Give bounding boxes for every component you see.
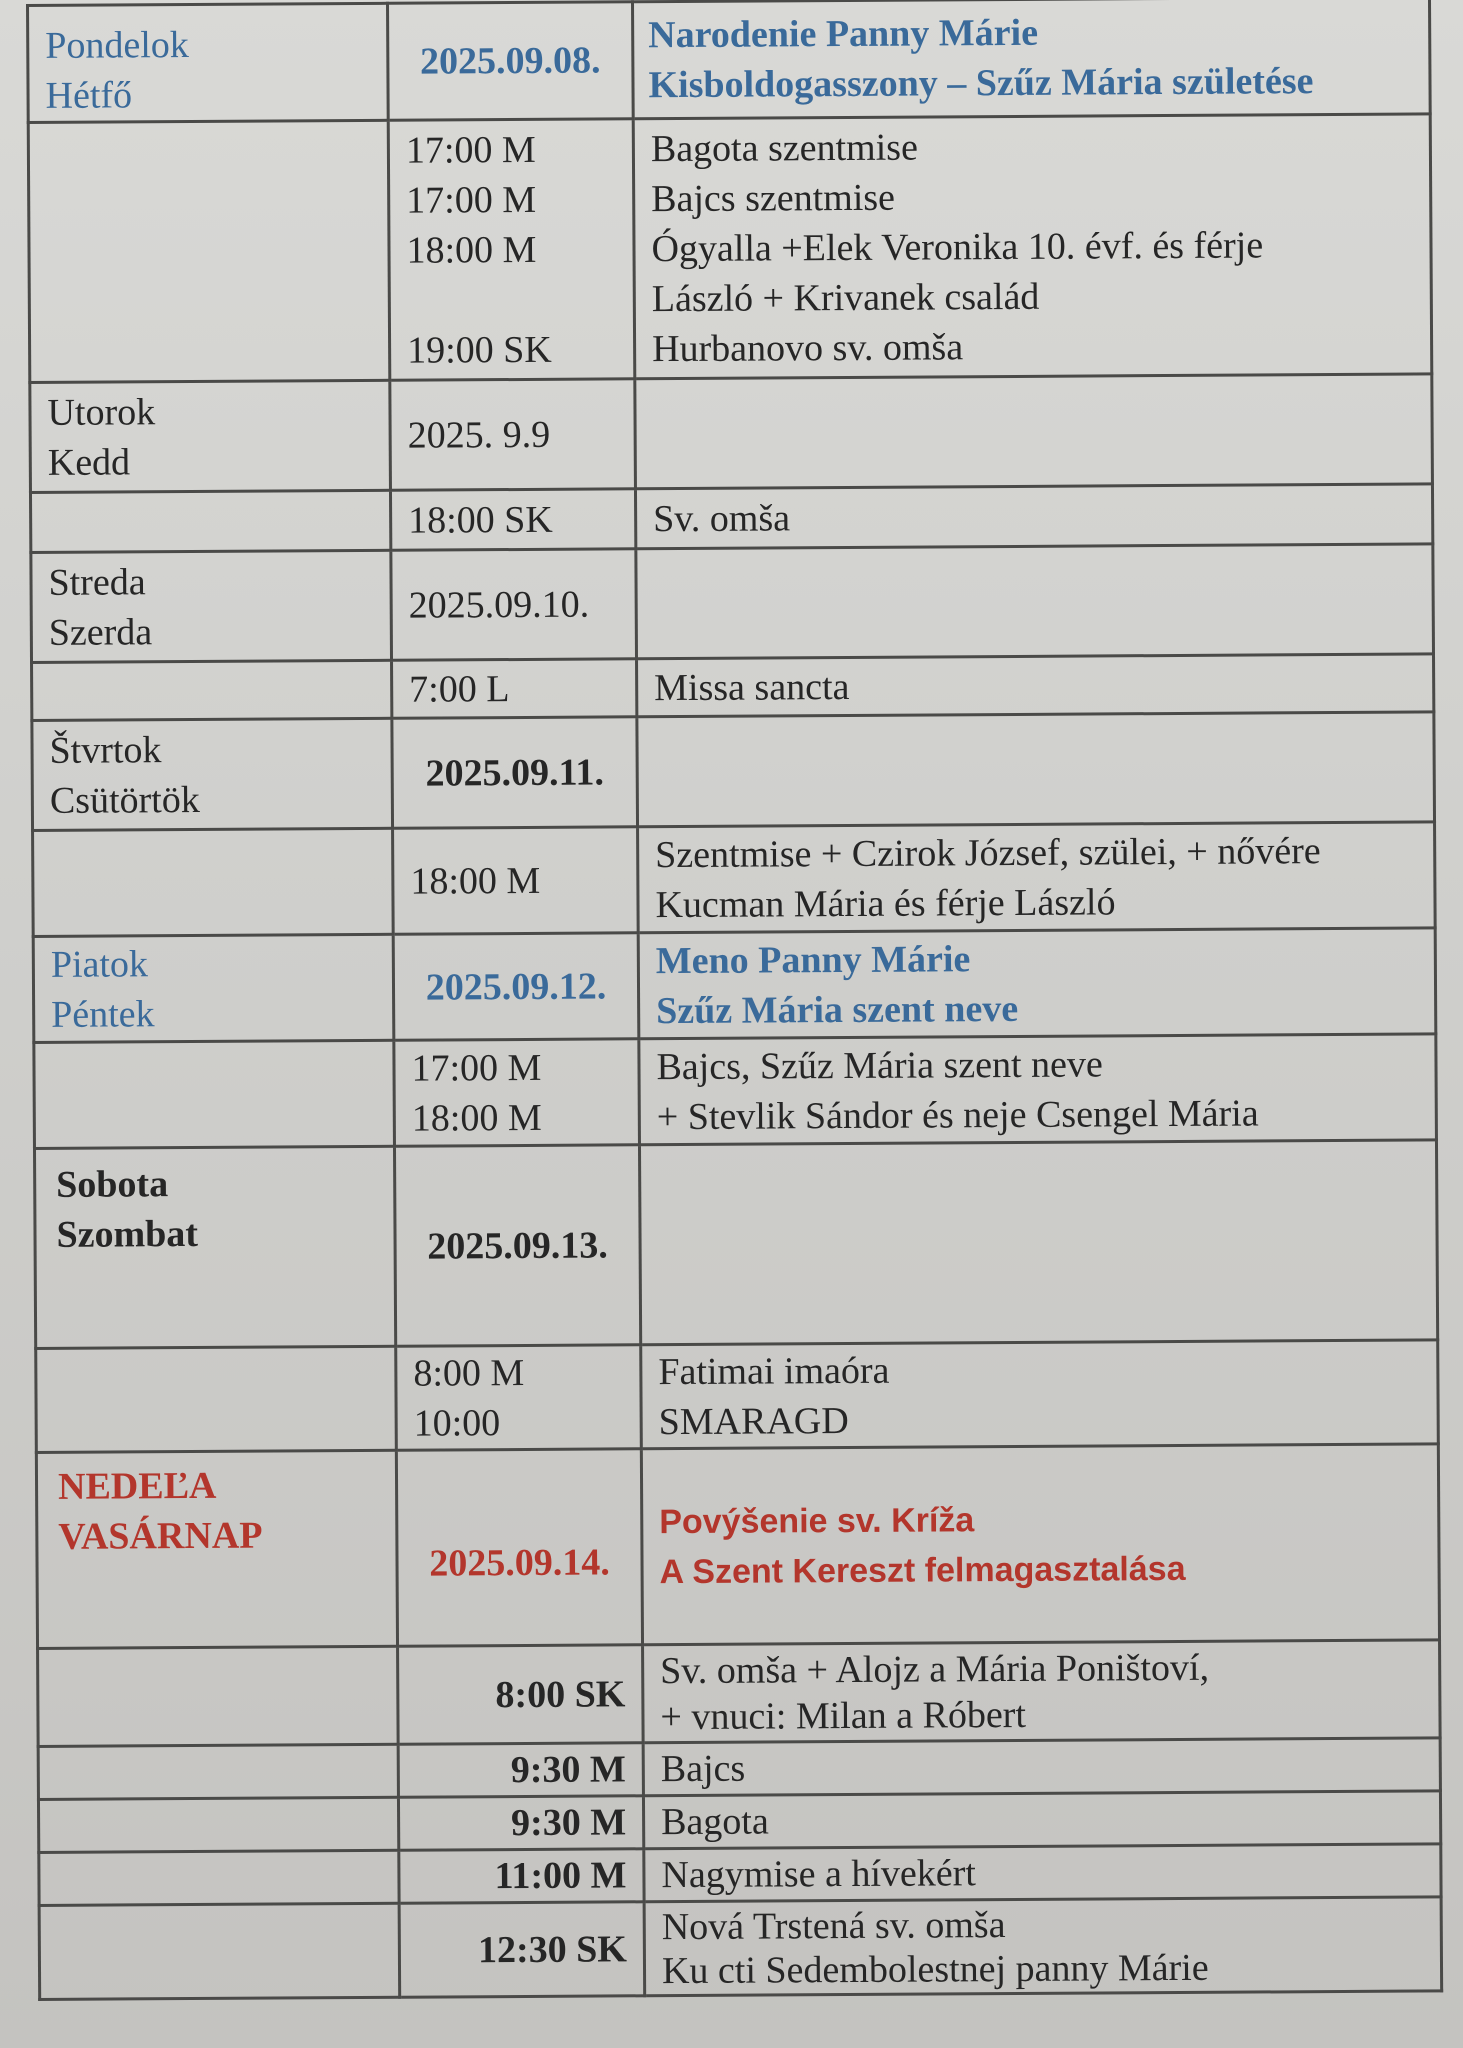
event-entry: Sv. omša bbox=[653, 496, 791, 540]
day-header-row bbox=[32, 712, 1435, 831]
day-name-sk: Sobota bbox=[56, 1163, 169, 1206]
day-name-hu: Szombat bbox=[56, 1212, 199, 1256]
feast-cell bbox=[636, 544, 1434, 659]
empty-cell bbox=[32, 660, 392, 720]
sunday-mass-row bbox=[38, 1738, 1440, 1800]
event-entry: Kucman Mária és férje László bbox=[655, 880, 1116, 926]
empty-cell bbox=[34, 1040, 395, 1148]
event-entry: Nová Trstená sv. omša bbox=[661, 1903, 1006, 1948]
times-cell bbox=[393, 827, 639, 934]
day-name-sk: NEDEĽA bbox=[57, 1464, 217, 1508]
day-events-row bbox=[34, 1034, 1437, 1149]
feast-hu: Kisboldogasszony – Szűz Mária születése bbox=[648, 60, 1314, 107]
day-name-cell bbox=[31, 550, 392, 662]
date-cell: 2025.09.11. bbox=[392, 717, 638, 828]
day-name-hu: Csütörtök bbox=[49, 778, 200, 822]
time-entry: 7:00 L bbox=[409, 667, 510, 711]
times-cell bbox=[388, 119, 635, 380]
time-cell: 11:00 M bbox=[399, 1849, 644, 1903]
time-entry: 17:00 M bbox=[411, 1046, 542, 1090]
time-cell: 8:00 SK bbox=[398, 1645, 644, 1744]
event-entry: Fatimai imaóra bbox=[658, 1349, 890, 1393]
day-name-sk: Štvrtok bbox=[49, 728, 162, 772]
day-events-row bbox=[28, 114, 1432, 383]
event-entry: + Stevlik Sándor és neje Csengel Mária bbox=[656, 1091, 1259, 1138]
time-cell: 9:30 M bbox=[398, 1743, 643, 1797]
event-entry: Sv. omša + Alojz a Mária Poništoví, bbox=[660, 1646, 1210, 1692]
feast-cell bbox=[638, 928, 1436, 1039]
day-header-row bbox=[28, 0, 1431, 122]
events-cell bbox=[635, 484, 1432, 549]
day-name-cell bbox=[28, 3, 389, 122]
day-header-row bbox=[30, 374, 1433, 493]
date-cell: 2025. 9.9 bbox=[390, 379, 636, 490]
day-name-hu: Kedd bbox=[47, 440, 131, 484]
day-events-row bbox=[36, 1340, 1439, 1453]
event-entry: Bagota szentmise bbox=[650, 126, 919, 170]
day-header-row bbox=[33, 928, 1436, 1043]
times-cell bbox=[396, 1345, 642, 1450]
events-cell bbox=[633, 114, 1432, 379]
feast-sk: Povýšenie sv. Kríža bbox=[659, 1500, 975, 1541]
events-cell bbox=[638, 822, 1436, 933]
times-cell bbox=[394, 1039, 640, 1146]
times-cell bbox=[392, 659, 637, 718]
event-entry: SMARAGD bbox=[658, 1399, 849, 1443]
events-cell bbox=[641, 1340, 1439, 1449]
date-cell: 2025.09.13. bbox=[394, 1145, 640, 1346]
weekly-mass-schedule bbox=[26, 0, 1443, 2001]
sunday-mass-row bbox=[39, 1897, 1442, 2000]
sunday-mass-row bbox=[38, 1791, 1440, 1853]
events-cell bbox=[637, 654, 1434, 717]
time-entry: 18:00 M bbox=[410, 859, 541, 903]
event-entry: László + Krivanek család bbox=[651, 275, 1040, 320]
day-name-cell bbox=[30, 380, 391, 492]
time-cell: 9:30 M bbox=[398, 1796, 643, 1850]
time-entry: 17:00 M bbox=[405, 128, 536, 172]
day-header-row bbox=[36, 1444, 1439, 1649]
day-events-row bbox=[33, 822, 1436, 937]
time-entry: 18:00 M bbox=[411, 1096, 542, 1140]
feast-cell bbox=[639, 1140, 1437, 1345]
event-entry: Missa sancta bbox=[654, 665, 850, 709]
day-name-hu: Szerda bbox=[48, 610, 153, 654]
empty-cell bbox=[38, 1744, 398, 1799]
events-cell bbox=[639, 1034, 1437, 1145]
empty-cell bbox=[33, 828, 394, 936]
day-name-sk: Piatok bbox=[50, 942, 149, 986]
day-name-cell bbox=[36, 1450, 397, 1648]
feast-cell bbox=[641, 1444, 1439, 1645]
empty-cell bbox=[28, 120, 390, 382]
day-name-hu: VASÁRNAP bbox=[58, 1514, 263, 1558]
empty-cell bbox=[39, 1850, 399, 1905]
time-entry: 18:00 SK bbox=[408, 498, 553, 542]
time-cell: 12:30 SK bbox=[399, 1902, 645, 1997]
sunday-mass-row bbox=[38, 1640, 1441, 1747]
day-name-cell bbox=[33, 934, 394, 1042]
feast-hu: Szűz Mária szent neve bbox=[656, 987, 1019, 1032]
day-name-hu: Péntek bbox=[51, 992, 155, 1036]
feast-cell bbox=[635, 374, 1433, 489]
schedule-sheet bbox=[26, 0, 1440, 2001]
date-cell: 2025.09.08. bbox=[388, 2, 634, 120]
events-cell bbox=[643, 1791, 1440, 1849]
time-entry: 10:00 bbox=[413, 1401, 501, 1445]
feast-sk: Narodenie Panny Márie bbox=[648, 11, 1039, 57]
time-entry: 18:00 M bbox=[406, 228, 537, 272]
day-name-cell bbox=[32, 718, 393, 830]
event-entry: Bajcs bbox=[660, 1747, 746, 1791]
time-entry bbox=[407, 274, 617, 325]
date-cell: 2025.09.12. bbox=[393, 933, 639, 1040]
time-entry: 17:00 M bbox=[406, 178, 537, 222]
empty-cell bbox=[39, 1903, 400, 1999]
feast-sk: Meno Panny Márie bbox=[655, 937, 971, 982]
day-name-sk: Pondelok bbox=[45, 24, 189, 67]
day-header-row bbox=[31, 544, 1434, 663]
day-name-sk: Utorok bbox=[47, 390, 156, 434]
time-entry: 19:00 SK bbox=[406, 328, 552, 372]
event-entry: + vnuci: Milan a Róbert bbox=[660, 1693, 1027, 1738]
event-entry: Hurbanovo sv. omša bbox=[651, 325, 964, 370]
event-entry: Bajcs, Szűz Mária szent neve bbox=[656, 1042, 1103, 1088]
event-entry: Bagota bbox=[660, 1800, 769, 1844]
feast-hu: A Szent Kereszt felmagasztalása bbox=[659, 1549, 1186, 1591]
day-name-sk: Streda bbox=[48, 560, 146, 604]
day-name-hu: Hétfő bbox=[45, 74, 133, 117]
empty-cell bbox=[30, 490, 390, 552]
event-entry: Bajcs szentmise bbox=[651, 176, 896, 220]
event-entry: Ógyalla +Elek Veronika 10. évf. és férje bbox=[651, 223, 1264, 270]
feast-cell bbox=[632, 0, 1430, 119]
empty-cell bbox=[38, 1797, 398, 1852]
day-events-row bbox=[30, 484, 1432, 553]
times-cell bbox=[390, 489, 635, 550]
sunday-mass-row bbox=[39, 1844, 1441, 1906]
feast-cell bbox=[637, 712, 1435, 827]
event-entry: Nagymise a hívekért bbox=[661, 1852, 977, 1897]
events-cell bbox=[643, 1738, 1440, 1796]
empty-cell bbox=[36, 1346, 397, 1452]
date-cell: 2025.09.10. bbox=[391, 549, 637, 660]
date-cell: 2025.09.14. bbox=[396, 1449, 642, 1646]
events-cell bbox=[644, 1897, 1442, 1996]
day-events-row bbox=[32, 654, 1434, 721]
empty-cell bbox=[38, 1646, 399, 1746]
time-entry: 8:00 M bbox=[413, 1351, 525, 1395]
day-header-row bbox=[34, 1140, 1437, 1349]
event-entry: Ku cti Sedembolestnej panny Márie bbox=[661, 1946, 1209, 1992]
event-entry: Szentmise + Czirok József, szülei, + nővére bbox=[655, 829, 1321, 876]
events-cell bbox=[644, 1844, 1441, 1902]
events-cell bbox=[643, 1640, 1441, 1743]
day-name-cell bbox=[34, 1146, 395, 1348]
